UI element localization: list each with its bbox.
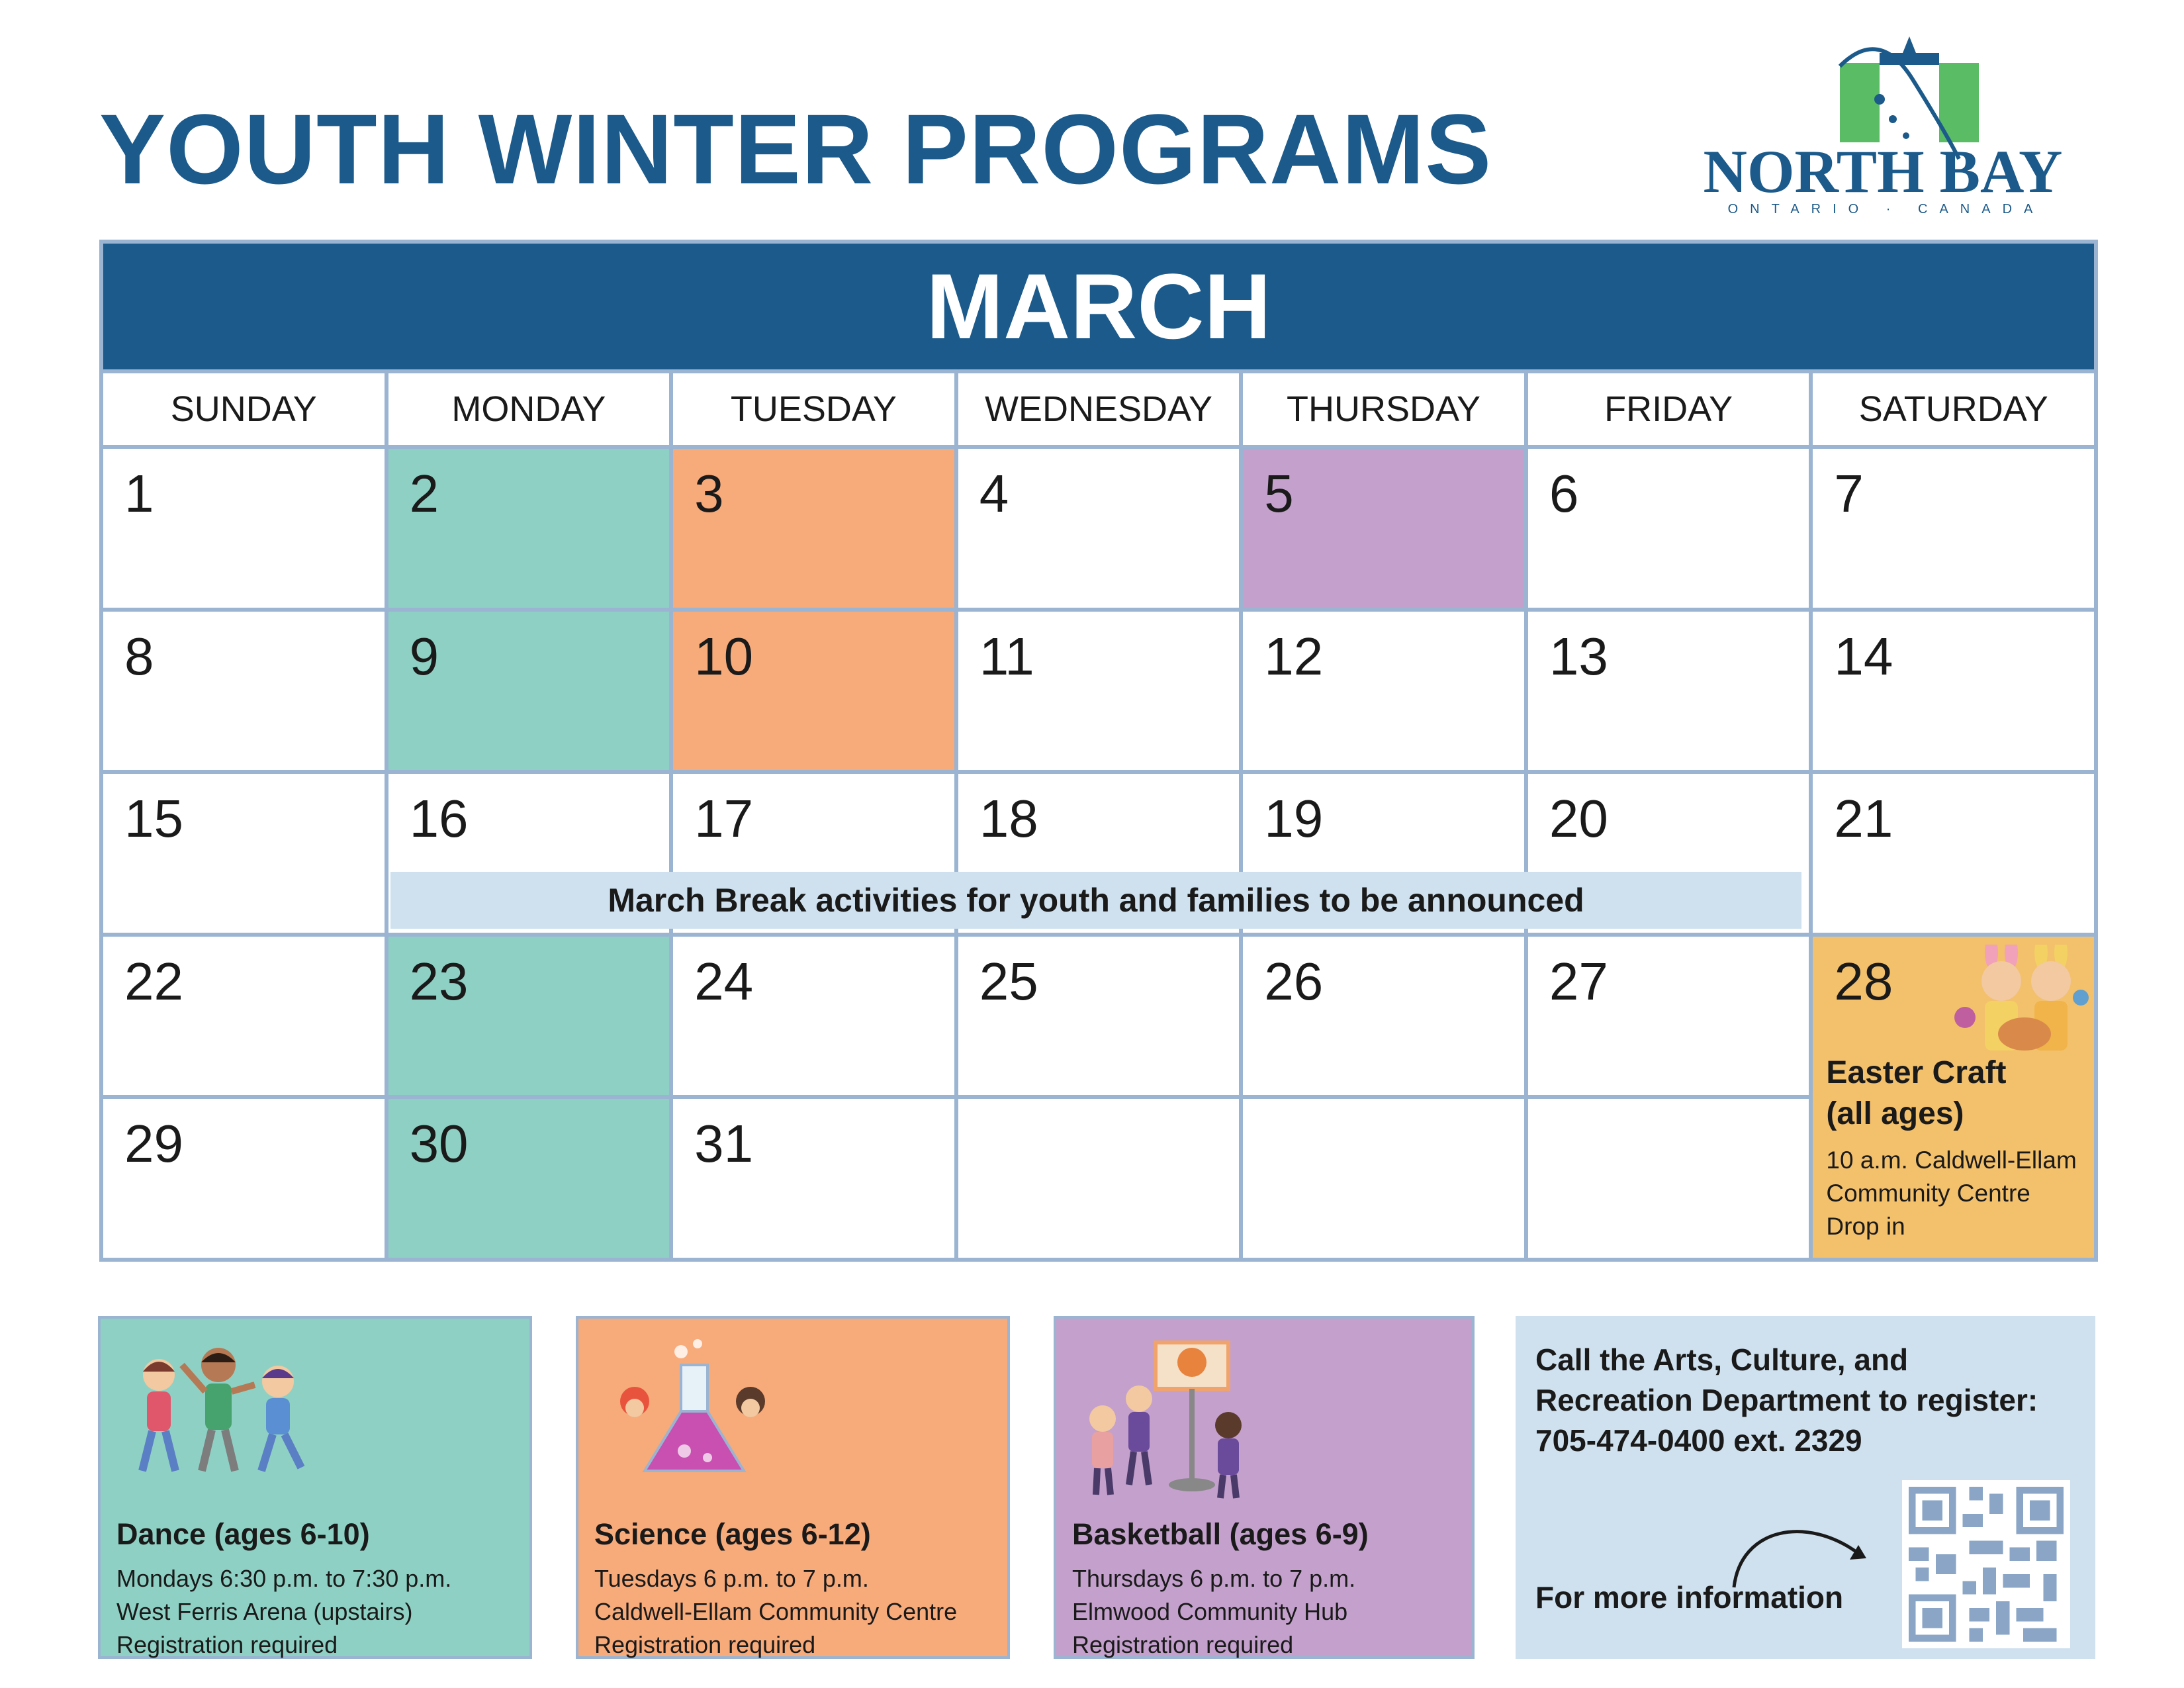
day-cell-easter-craft (1813, 937, 2094, 1258)
science-flask-icon (618, 1338, 777, 1484)
day-number: 30 (409, 1114, 469, 1174)
day-number: 8 (124, 626, 154, 686)
day-cell (1243, 612, 1524, 771)
day-number: 19 (1264, 789, 1324, 849)
register-line-1: Call the Arts, Culture, and (1535, 1342, 1909, 1377)
day-cell-empty (958, 1099, 1240, 1258)
more-info-label: For more information (1535, 1580, 1844, 1615)
event-location: Community Centre (1826, 1179, 2030, 1207)
day-number: 1 (124, 464, 154, 523)
day-number: 10 (694, 626, 754, 686)
event-time-location: 10 a.m. Caldwell-Ellam (1826, 1146, 2077, 1174)
day-number: 26 (1264, 951, 1324, 1011)
program-title: Science (ages 6-12) (594, 1517, 871, 1551)
program-location: Caldwell-Ellam Community Centre (594, 1598, 958, 1625)
day-number: 3 (694, 464, 724, 523)
day-number: 24 (694, 951, 754, 1011)
register-line-2: Recreation Department to register: (1535, 1383, 2038, 1417)
registration-info (1516, 1316, 2095, 1659)
day-header-thursday: THURSDAY (1243, 373, 1524, 445)
program-registration: Registration required (594, 1631, 816, 1658)
day-header-tuesday: TUESDAY (673, 373, 954, 445)
day-cell (673, 1099, 954, 1258)
day-cell-science (673, 612, 954, 771)
program-location: West Ferris Arena (upstairs) (116, 1598, 413, 1625)
day-number: 18 (979, 789, 1038, 849)
day-number: 7 (1834, 464, 1864, 523)
day-cell (958, 937, 1240, 1096)
qr-code-icon[interactable] (1902, 1480, 2070, 1648)
month-header: MARCH (103, 244, 2094, 369)
logo-name: NORTH BAY (1703, 138, 2063, 205)
program-schedule: Tuesdays 6 p.m. to 7 p.m. (594, 1565, 869, 1592)
day-number: 4 (979, 464, 1009, 523)
day-number: 27 (1549, 951, 1608, 1011)
program-schedule: Mondays 6:30 p.m. to 7:30 p.m. (116, 1565, 452, 1592)
march-break-banner: March Break activities for youth and families to be announced (390, 872, 1801, 929)
calendar (99, 240, 2098, 1262)
day-number: 5 (1264, 464, 1294, 523)
program-registration: Registration required (1072, 1631, 1294, 1658)
dancing-kids-icon (119, 1338, 318, 1484)
day-cell (1243, 937, 1524, 1096)
day-cell (1813, 449, 2094, 608)
day-cell (958, 612, 1240, 771)
day-number: 16 (409, 789, 469, 849)
program-card-basketball (1054, 1316, 1475, 1659)
program-title: Basketball (ages 6-9) (1072, 1517, 1369, 1551)
day-header-saturday: SATURDAY (1813, 373, 2094, 445)
north-bay-logo (1681, 26, 2085, 218)
program-card-dance (98, 1316, 532, 1659)
event-note: Drop in (1826, 1212, 1905, 1240)
program-location: Elmwood Community Hub (1072, 1598, 1348, 1625)
day-cell (103, 774, 385, 933)
register-phone: 705-474-0400 ext. 2329 (1535, 1423, 1862, 1458)
day-cell-dance (388, 612, 670, 771)
day-cell-science (673, 449, 954, 608)
day-header-monday: MONDAY (388, 373, 670, 445)
day-number: 29 (124, 1114, 183, 1174)
easter-kids-icon (1945, 945, 2091, 1060)
logo-tagline: ONTARIO · CANADA (1727, 202, 2045, 216)
day-number: 14 (1834, 626, 1893, 686)
day-cell-empty (1528, 1099, 1809, 1258)
day-cell-empty (1243, 1099, 1524, 1258)
day-cell (1813, 612, 2094, 771)
day-number: 25 (979, 951, 1038, 1011)
day-cell (958, 449, 1240, 608)
day-header-wednesday: WEDNESDAY (958, 373, 1240, 445)
day-number: 22 (124, 951, 183, 1011)
day-number: 6 (1549, 464, 1579, 523)
day-cell-dance (388, 937, 670, 1096)
page-title: YOUTH WINTER PROGRAMS (99, 93, 1492, 205)
easter-craft-event (1826, 1053, 2097, 1243)
day-cell-basketball (1243, 449, 1524, 608)
day-header-friday: FRIDAY (1528, 373, 1809, 445)
basketball-kids-icon (1076, 1336, 1248, 1501)
day-cell (1528, 612, 1809, 771)
day-number: 31 (694, 1114, 754, 1174)
day-cell (103, 612, 385, 771)
program-card-science (576, 1316, 1010, 1659)
day-number: 20 (1549, 789, 1608, 849)
day-cell (1813, 774, 2094, 933)
day-cell (673, 937, 954, 1096)
day-cell-dance (388, 1099, 670, 1258)
calendar-grid (103, 369, 2094, 1258)
day-cell-dance (388, 449, 670, 608)
day-number: 13 (1549, 626, 1608, 686)
program-registration: Registration required (116, 1631, 338, 1658)
day-number: 21 (1834, 789, 1893, 849)
program-title: Dance (ages 6-10) (116, 1517, 370, 1551)
day-number: 2 (409, 464, 439, 523)
program-schedule: Thursdays 6 p.m. to 7 p.m. (1072, 1565, 1356, 1592)
event-title: Easter Craft (1826, 1055, 2007, 1090)
day-cell (103, 449, 385, 608)
day-number: 28 (1834, 951, 1893, 1011)
day-cell (1528, 937, 1809, 1096)
day-number: 23 (409, 951, 469, 1011)
day-number: 15 (124, 789, 183, 849)
day-cell (1528, 449, 1809, 608)
event-ages: (all ages) (1826, 1096, 1964, 1131)
day-cell (103, 937, 385, 1096)
day-number: 9 (409, 626, 439, 686)
day-number: 17 (694, 789, 754, 849)
day-header-sunday: SUNDAY (103, 373, 385, 445)
day-number: 11 (979, 626, 1034, 686)
day-cell (103, 1099, 385, 1258)
day-number: 12 (1264, 626, 1324, 686)
